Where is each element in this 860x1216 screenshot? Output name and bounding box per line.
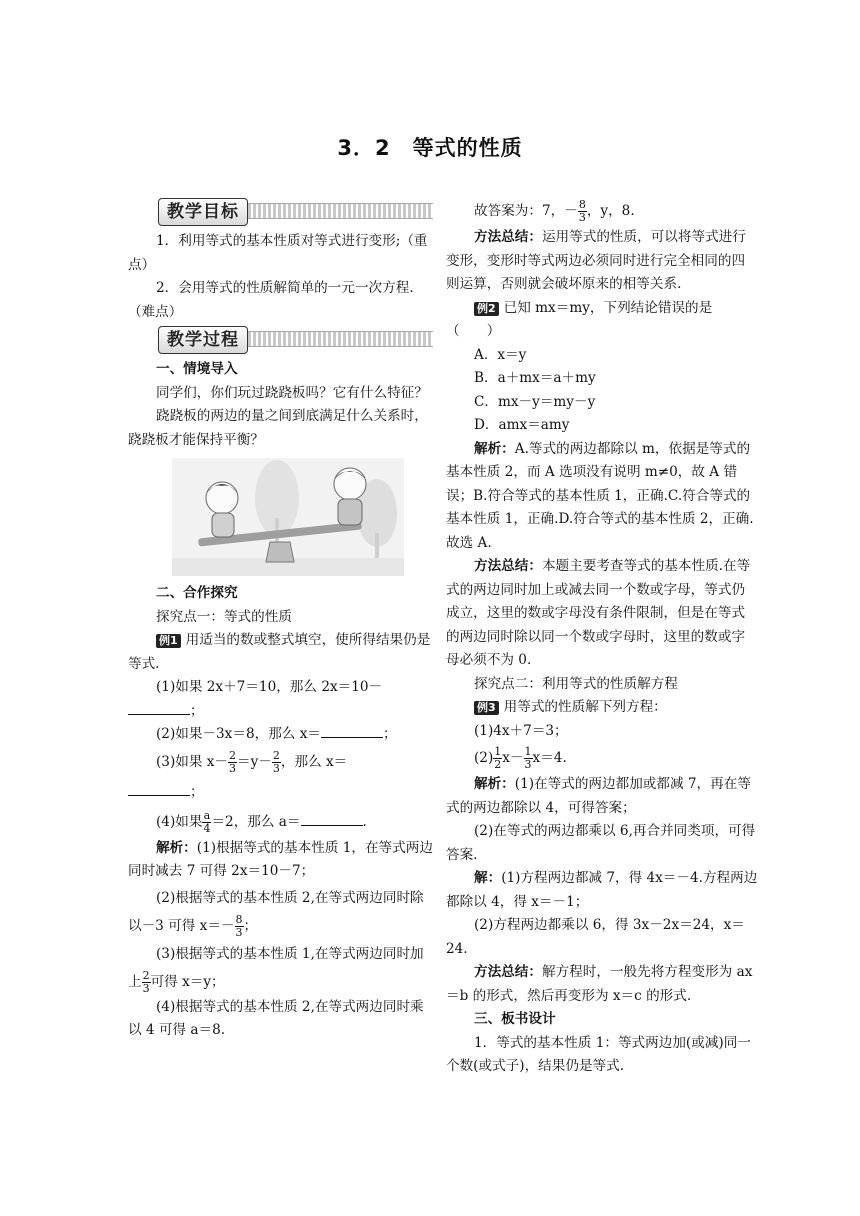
example-badge: 例2 [474, 302, 499, 316]
intro-paragraph: 同学们，你们玩过跷跷板吗？它有什么特征？ [156, 384, 428, 401]
fraction [142, 970, 151, 995]
numerator: 2 [229, 748, 237, 762]
solution-text: (2)根据等式的基本性质 2,在等式两边同时除以－3 可得 x＝－ [128, 889, 424, 934]
fraction [493, 746, 502, 771]
goal-1: 1．利用等式的基本性质对等式进行变形;（重点） [128, 233, 428, 273]
example-badge: 例3 [474, 701, 499, 715]
equation-text: (2) [474, 750, 494, 766]
example-3 [446, 696, 758, 720]
example-3-answer-2: (2)方程两边都乘以 6，得 3x－2x＝24，x＝24. [446, 917, 745, 957]
example-1 [128, 629, 434, 676]
equation-text: x－ [502, 750, 524, 766]
page-title: 3．2 等式的性质 [337, 136, 523, 160]
solution-label: 解析： [474, 440, 515, 457]
question-1 [128, 676, 434, 723]
punct: ； [382, 726, 397, 742]
section-heading: 三、板书设计 [474, 1011, 556, 1027]
denominator: 3 [578, 211, 586, 224]
denominator: 3 [229, 761, 237, 775]
question-2 [128, 723, 434, 747]
option-b: B．a＋mx＝a＋my [474, 370, 596, 386]
intro-paragraph: 跷跷板的两边的量之间到底满足什么关系时，跷跷板才能保持平衡？ [128, 408, 428, 448]
solution-text: (3)根据等式的基本性质 1,在等式两边同时加上 [128, 945, 424, 990]
method-text: 运用等式的性质，可以将等式进行变形，变形时等式两边必须同时进行完全相同的四则运算，否则就会破坏原来的相等关系. [446, 229, 746, 292]
solution-label: 解析： [474, 776, 515, 792]
method-label: 方法总结： [474, 229, 542, 245]
example-3-solution-1 [446, 773, 758, 820]
solution-2 [128, 884, 434, 940]
fraction [235, 914, 244, 939]
answer-blank [321, 723, 383, 738]
method-text: 本题主要考查等式的基本性质.在等式的两边同时加上或减去同一个数或字母，等式仍成立，这里的数或字母没有条件限制，但是在等式的两边同时除以同一个数或字母时，这里的数或字母必须不为 0. [446, 558, 751, 668]
option-a: A．x＝y [474, 346, 527, 363]
method-summary-2 [446, 555, 758, 673]
board-design-1: 1．等式的基本性质 1：等式两边加(或减)同一个数(或式子)，结果仍是等式. [446, 1034, 751, 1074]
question-text: (2)如果－3x＝8，那么 x＝ [156, 726, 321, 742]
explore-heading: 探究点二：利用等式的性质解方程 [474, 675, 678, 692]
denominator: 3 [142, 981, 150, 995]
solution-4: (4)根据等式的基本性质 2,在等式两边同时乘以 4 可得 a＝8. [128, 998, 424, 1038]
answer-blank [128, 781, 190, 796]
solution-text: (1)根据等式的基本性质 1，在等式两边同时减去 7 可得 2x＝10－7； [128, 839, 433, 879]
denominator: 4 [203, 821, 211, 835]
fraction [272, 750, 281, 775]
answer-text: 故答案为：7，－ [474, 203, 578, 219]
solution-text: 可得 x＝y； [150, 973, 225, 990]
method-label: 方法总结： [474, 964, 542, 980]
question-text: (3)如果 x－ [156, 753, 229, 770]
denominator: 2 [494, 758, 502, 771]
question-text: ，那么 x＝ [280, 753, 348, 770]
method-label: 方法总结： [474, 558, 542, 574]
option-c: C．mx－y＝my－y [474, 393, 596, 410]
example-2-solution [446, 438, 758, 556]
numerator: 2 [272, 748, 280, 762]
question-text: (4)如果 [156, 813, 203, 830]
seesaw-children-illustration [172, 458, 404, 576]
answer-blank [301, 811, 363, 826]
example-text: 已知 mx＝my，下列结论错误的是（ ） [446, 299, 713, 339]
solution-1 [128, 837, 434, 884]
section-heading: 二、合作探究 [156, 585, 238, 601]
method-summary-3 [446, 961, 758, 1008]
section-banner-process [128, 326, 434, 354]
answer-text: ，y，8. [586, 203, 635, 219]
seesaw-icon [172, 458, 404, 576]
example-2 [446, 297, 758, 344]
numerator: a [203, 808, 211, 822]
numerator: 2 [142, 968, 150, 982]
punct: . [362, 813, 367, 830]
equation-text: x＝4. [532, 750, 567, 766]
denominator: 3 [272, 761, 280, 775]
left-column [128, 196, 434, 1043]
denominator: 3 [524, 758, 532, 771]
example-text: 用等式的性质解下列方程： [503, 699, 667, 715]
equation-2 [446, 743, 758, 773]
question-text: (1)如果 2x＋7＝10，那么 2x＝10－ [156, 679, 383, 695]
fraction [524, 746, 533, 771]
answer-text: (1)方程两边都减 7，得 4x＝－4.方程两边都除以 4，得 x＝－1； [446, 870, 758, 910]
equation-1: (1)4x＋7＝3； [474, 722, 568, 739]
section-heading: 一、情境导入 [156, 361, 238, 377]
example-text: 用适当的数或整式填空，使所得结果仍是等式. [128, 632, 431, 672]
question-3 [128, 747, 434, 807]
punct: ； [243, 917, 258, 934]
solution-text: (1)在等式的两边都加或都减 7，再在等式的两边都除以 4，可得答案； [446, 776, 751, 816]
section-banner-goals [128, 198, 434, 226]
punct: ； [190, 702, 204, 719]
numerator: 8 [578, 198, 586, 211]
example-3-solution-2: (2)在等式的两边都乘以 6,再合并同类项，可得答案. [446, 823, 756, 863]
numerator: 1 [494, 745, 502, 758]
numerator: 1 [524, 745, 532, 758]
option-d: D．amx＝amy [474, 417, 570, 433]
question-text: ＝y－ [237, 753, 272, 770]
solution-text: A.等式的两边都除以 m，依据是等式的基本性质 2，而 A 选项没有说明 m≠0，故 A 错误；B.符合等式的基本性质 1，正确.C.符合等式的基本性质 1，正确.D.符合等式的基本性质 2，正确.故选 A. [446, 440, 754, 551]
fraction [228, 750, 237, 775]
solution-3 [128, 940, 434, 996]
banner-label: 教学过程 [158, 326, 248, 354]
example-badge: 例1 [156, 634, 181, 648]
answer-label: 解： [474, 870, 502, 886]
fraction [578, 199, 587, 224]
answer-line [446, 196, 758, 226]
right-column [446, 196, 758, 1079]
banner-label: 教学目标 [158, 198, 248, 226]
question-text: ＝2，那么 a＝ [211, 813, 301, 830]
goal-2: 2．会用等式的性质解简单的一元一次方程.（难点） [128, 280, 414, 320]
answer-blank [128, 700, 190, 715]
numerator: 8 [235, 912, 243, 926]
denominator: 3 [235, 925, 243, 939]
punct: ； [190, 783, 204, 800]
explore-heading: 探究点一：等式的性质 [156, 608, 292, 625]
question-4 [128, 807, 434, 837]
method-summary-1 [446, 226, 758, 297]
solution-label: 解析： [156, 839, 197, 856]
method-text: 解方程时，一般先将方程变形为 ax＝b 的形式，然后再变形为 x＝c 的形式. [446, 964, 753, 1004]
example-3-answer-1 [446, 867, 758, 914]
